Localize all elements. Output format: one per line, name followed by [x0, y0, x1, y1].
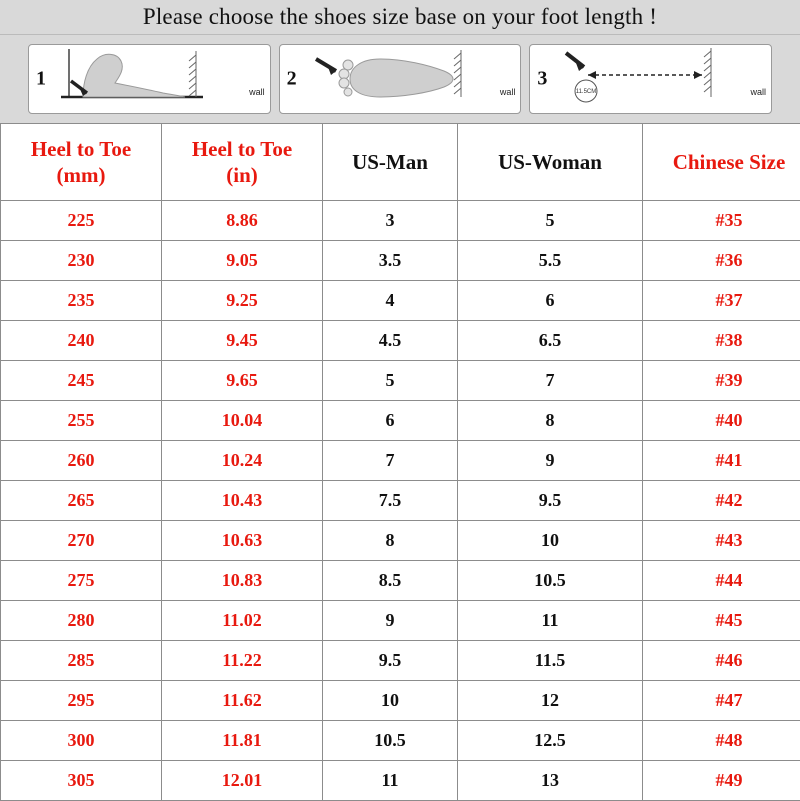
table-header-row: [1, 124, 800, 201]
table-cell: 260: [1, 441, 162, 481]
table-cell: 10.04: [162, 401, 323, 441]
table-cell: 5: [323, 361, 458, 401]
header-us-woman: [458, 124, 643, 201]
table-cell: 4: [323, 281, 458, 321]
header-us-woman-line1: US-Woman: [460, 149, 640, 175]
table-cell: #41: [643, 441, 800, 481]
table-cell: #35: [643, 201, 800, 241]
header-us-man-line1: US-Man: [325, 149, 455, 175]
step-3-wall-label: wall: [751, 87, 767, 97]
header-heel-to-toe-mm-line1: Heel to Toe: [3, 136, 159, 162]
step-2: [279, 44, 522, 114]
table-row: [1, 721, 800, 761]
table-cell: 10.63: [162, 521, 323, 561]
table-cell: 12.01: [162, 761, 323, 801]
size-table-body: [1, 201, 800, 801]
table-cell: 10.5: [458, 561, 643, 601]
table-cell: #37: [643, 281, 800, 321]
table-cell: 3: [323, 201, 458, 241]
table-cell: 11.81: [162, 721, 323, 761]
table-cell: 280: [1, 601, 162, 641]
table-cell: 6.5: [458, 321, 643, 361]
table-cell: 9.45: [162, 321, 323, 361]
table-row: [1, 601, 800, 641]
table-cell: #36: [643, 241, 800, 281]
table-cell: 13: [458, 761, 643, 801]
step-1-number: 1: [36, 68, 46, 91]
table-cell: 10.83: [162, 561, 323, 601]
table-row: [1, 441, 800, 481]
table-cell: 9.05: [162, 241, 323, 281]
table-cell: 10.43: [162, 481, 323, 521]
header-chinese-size-line1: Chinese Size: [645, 149, 800, 175]
table-cell: 11.5: [458, 641, 643, 681]
header-heel-to-toe-in-line2: (in): [164, 162, 320, 188]
table-cell: 245: [1, 361, 162, 401]
table-cell: 10: [458, 521, 643, 561]
step-2-wall-label: wall: [500, 87, 516, 97]
table-cell: #42: [643, 481, 800, 521]
table-cell: 7.5: [323, 481, 458, 521]
table-cell: 6: [323, 401, 458, 441]
table-cell: 11: [458, 601, 643, 641]
banner-title: Please choose the shoes size base on your foot length !: [143, 4, 657, 30]
table-row: [1, 761, 800, 801]
table-cell: #43: [643, 521, 800, 561]
foot-top-view-icon: [304, 45, 504, 111]
table-row: [1, 361, 800, 401]
table-cell: #44: [643, 561, 800, 601]
table-cell: 8.5: [323, 561, 458, 601]
table-cell: #39: [643, 361, 800, 401]
table-cell: 8: [323, 521, 458, 561]
table-cell: 295: [1, 681, 162, 721]
table-cell: 10.24: [162, 441, 323, 481]
table-cell: #47: [643, 681, 800, 721]
table-cell: 4.5: [323, 321, 458, 361]
table-cell: 225: [1, 201, 162, 241]
header-heel-to-toe-in: [162, 124, 323, 201]
step-1: [28, 44, 271, 114]
table-cell: #45: [643, 601, 800, 641]
table-cell: 235: [1, 281, 162, 321]
header-chinese-size: [643, 124, 800, 201]
instruction-steps: [0, 35, 800, 123]
table-cell: 10: [323, 681, 458, 721]
header-heel-to-toe-mm: [1, 124, 162, 201]
table-cell: 275: [1, 561, 162, 601]
size-table: [0, 123, 800, 801]
table-cell: 9: [323, 601, 458, 641]
table-cell: 9.5: [458, 481, 643, 521]
table-cell: 10.5: [323, 721, 458, 761]
table-cell: 9.5: [323, 641, 458, 681]
table-row: [1, 401, 800, 441]
measure-value-label: 11.5CM: [576, 89, 597, 95]
table-cell: 7: [458, 361, 643, 401]
header-us-man: [323, 124, 458, 201]
table-row: [1, 481, 800, 521]
table-row: [1, 201, 800, 241]
table-cell: 11.62: [162, 681, 323, 721]
step-1-wall-label: wall: [249, 87, 265, 97]
size-table-wrapper: [0, 123, 800, 801]
table-cell: 240: [1, 321, 162, 361]
table-cell: 285: [1, 641, 162, 681]
table-cell: 3.5: [323, 241, 458, 281]
header-heel-to-toe-in-line1: Heel to Toe: [164, 136, 320, 162]
table-cell: 6: [458, 281, 643, 321]
table-cell: 12: [458, 681, 643, 721]
step-2-number: 2: [287, 68, 297, 91]
table-row: [1, 321, 800, 361]
table-cell: 11.22: [162, 641, 323, 681]
table-cell: 11: [323, 761, 458, 801]
table-cell: 230: [1, 241, 162, 281]
table-cell: 305: [1, 761, 162, 801]
table-cell: 265: [1, 481, 162, 521]
table-cell: 12.5: [458, 721, 643, 761]
table-cell: 9: [458, 441, 643, 481]
table-cell: 9.65: [162, 361, 323, 401]
table-cell: 11.02: [162, 601, 323, 641]
table-row: [1, 561, 800, 601]
table-row: [1, 641, 800, 681]
measure-tape-icon: [554, 45, 754, 111]
table-cell: 255: [1, 401, 162, 441]
foot-against-wall-side-icon: [53, 45, 253, 111]
table-cell: 5.5: [458, 241, 643, 281]
table-cell: 8.86: [162, 201, 323, 241]
table-row: [1, 681, 800, 721]
table-row: [1, 521, 800, 561]
table-cell: #40: [643, 401, 800, 441]
table-cell: #46: [643, 641, 800, 681]
table-cell: 300: [1, 721, 162, 761]
table-row: [1, 281, 800, 321]
table-cell: 5: [458, 201, 643, 241]
table-cell: 9.25: [162, 281, 323, 321]
table-row: [1, 241, 800, 281]
table-cell: 8: [458, 401, 643, 441]
table-cell: #48: [643, 721, 800, 761]
size-table-head: [1, 124, 800, 201]
table-cell: 7: [323, 441, 458, 481]
table-cell: #49: [643, 761, 800, 801]
step-3-number: 3: [537, 68, 547, 91]
header-heel-to-toe-mm-line2: (mm): [3, 162, 159, 188]
step-3: [529, 44, 772, 114]
header-banner: [0, 0, 800, 35]
table-cell: 270: [1, 521, 162, 561]
table-cell: #38: [643, 321, 800, 361]
